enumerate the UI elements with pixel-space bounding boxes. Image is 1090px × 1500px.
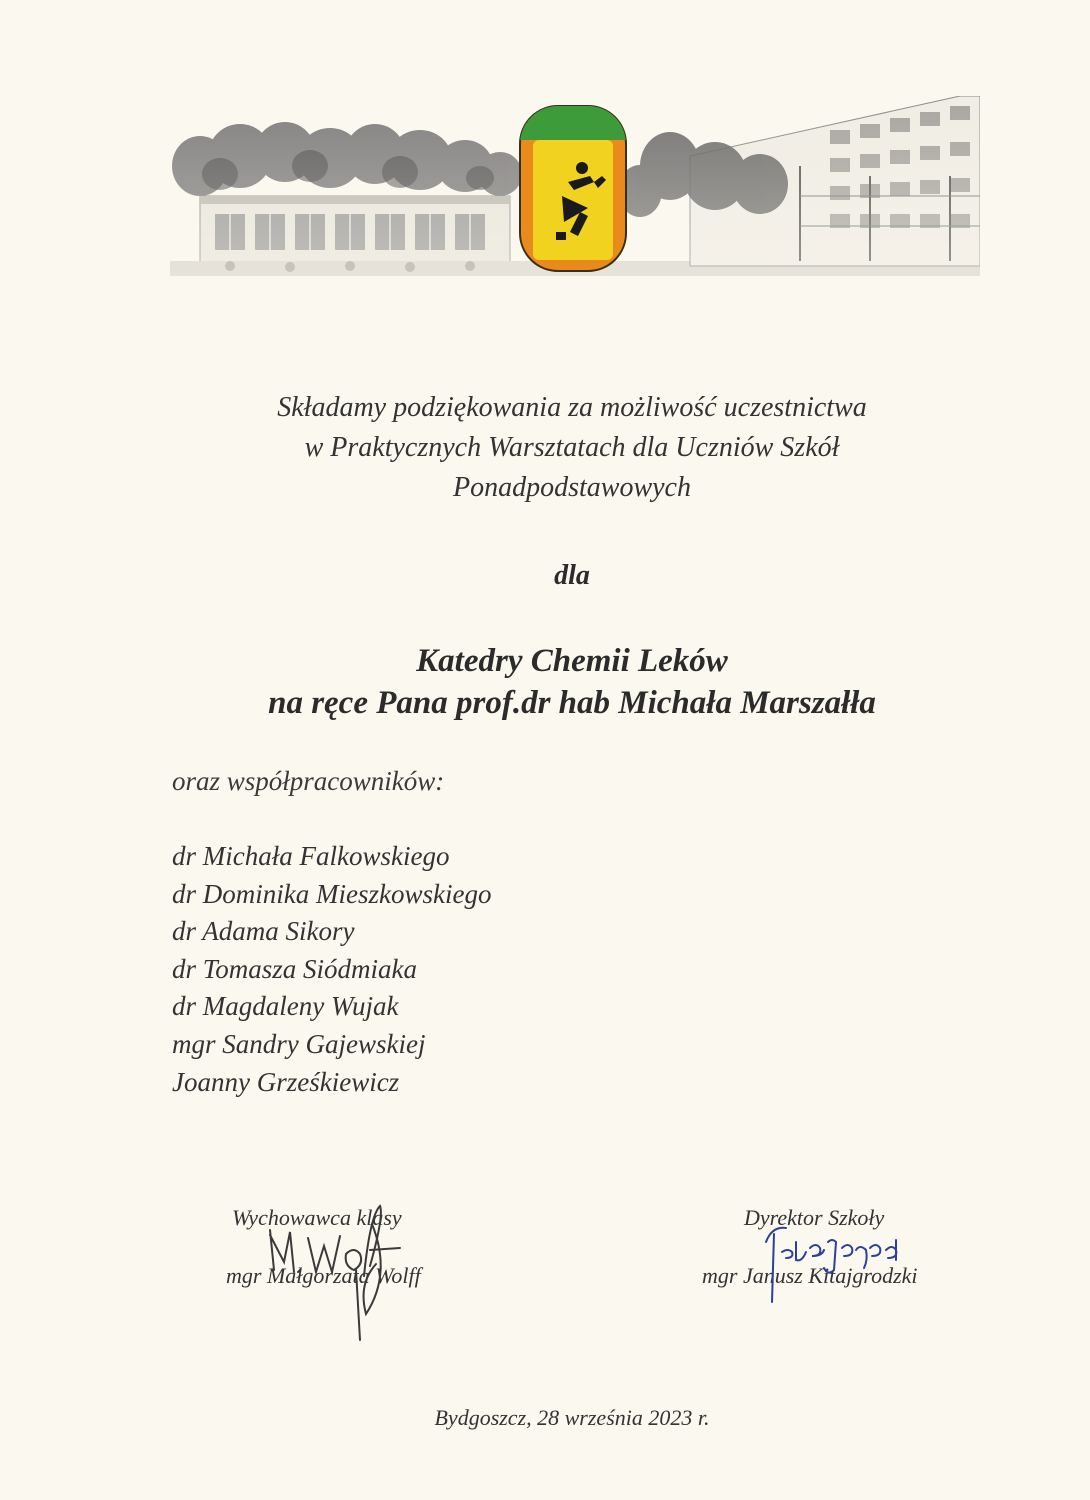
coworker-name: Joanny Grześkiewicz: [172, 1066, 400, 1097]
left-signatory-title: Wychowawca klasy: [232, 1205, 402, 1230]
department-name: Katedry Chemii Leków: [416, 643, 728, 679]
thanks-line: Ponadpodstawowych: [453, 472, 691, 503]
left-signatory-name: mgr Małgorzata Wolff: [226, 1263, 421, 1288]
thanks-statement: [0, 388, 1090, 508]
coworker-name: dr Michała Falkowskiego: [172, 841, 450, 871]
department-head: na ręce Pana prof.dr hab Michała Marszałła: [268, 685, 876, 721]
coworker-name: dr Adama Sikory: [172, 916, 355, 947]
coworkers-label: oraz współpracowników:: [172, 766, 445, 796]
coworker-name: mgr Sandry Gajewskiej: [172, 1028, 426, 1059]
coworker-name: dr Magdaleny Wujak: [172, 991, 399, 1022]
school-logo-badge: [520, 106, 626, 271]
coworker-name: dr Dominika Mieszkowskiego: [172, 878, 492, 909]
right-signatory-title: Dyrektor Szkoły: [744, 1205, 885, 1230]
dla-label: dla: [554, 560, 590, 591]
recipient-department: [0, 640, 1090, 724]
right-signatory-name: mgr Janusz Kitajgrodzki: [702, 1263, 918, 1288]
thanks-line: w Praktycznych Warsztatach dla Uczniów Szkół: [304, 432, 840, 463]
coworkers-list: [172, 838, 491, 1101]
thanks-line: Składamy podziękowania za możliwość uczestnictwa: [277, 392, 867, 423]
coworker-name: dr Tomasza Siódmiaka: [172, 953, 418, 984]
header-banner: [170, 96, 980, 276]
issue-date: Bydgoszcz, 28 września 2023 r.: [434, 1405, 710, 1430]
left-handwritten-signature: [260, 1190, 410, 1350]
right-handwritten-signature: [752, 1212, 922, 1322]
school-building-illustration: [170, 96, 980, 276]
